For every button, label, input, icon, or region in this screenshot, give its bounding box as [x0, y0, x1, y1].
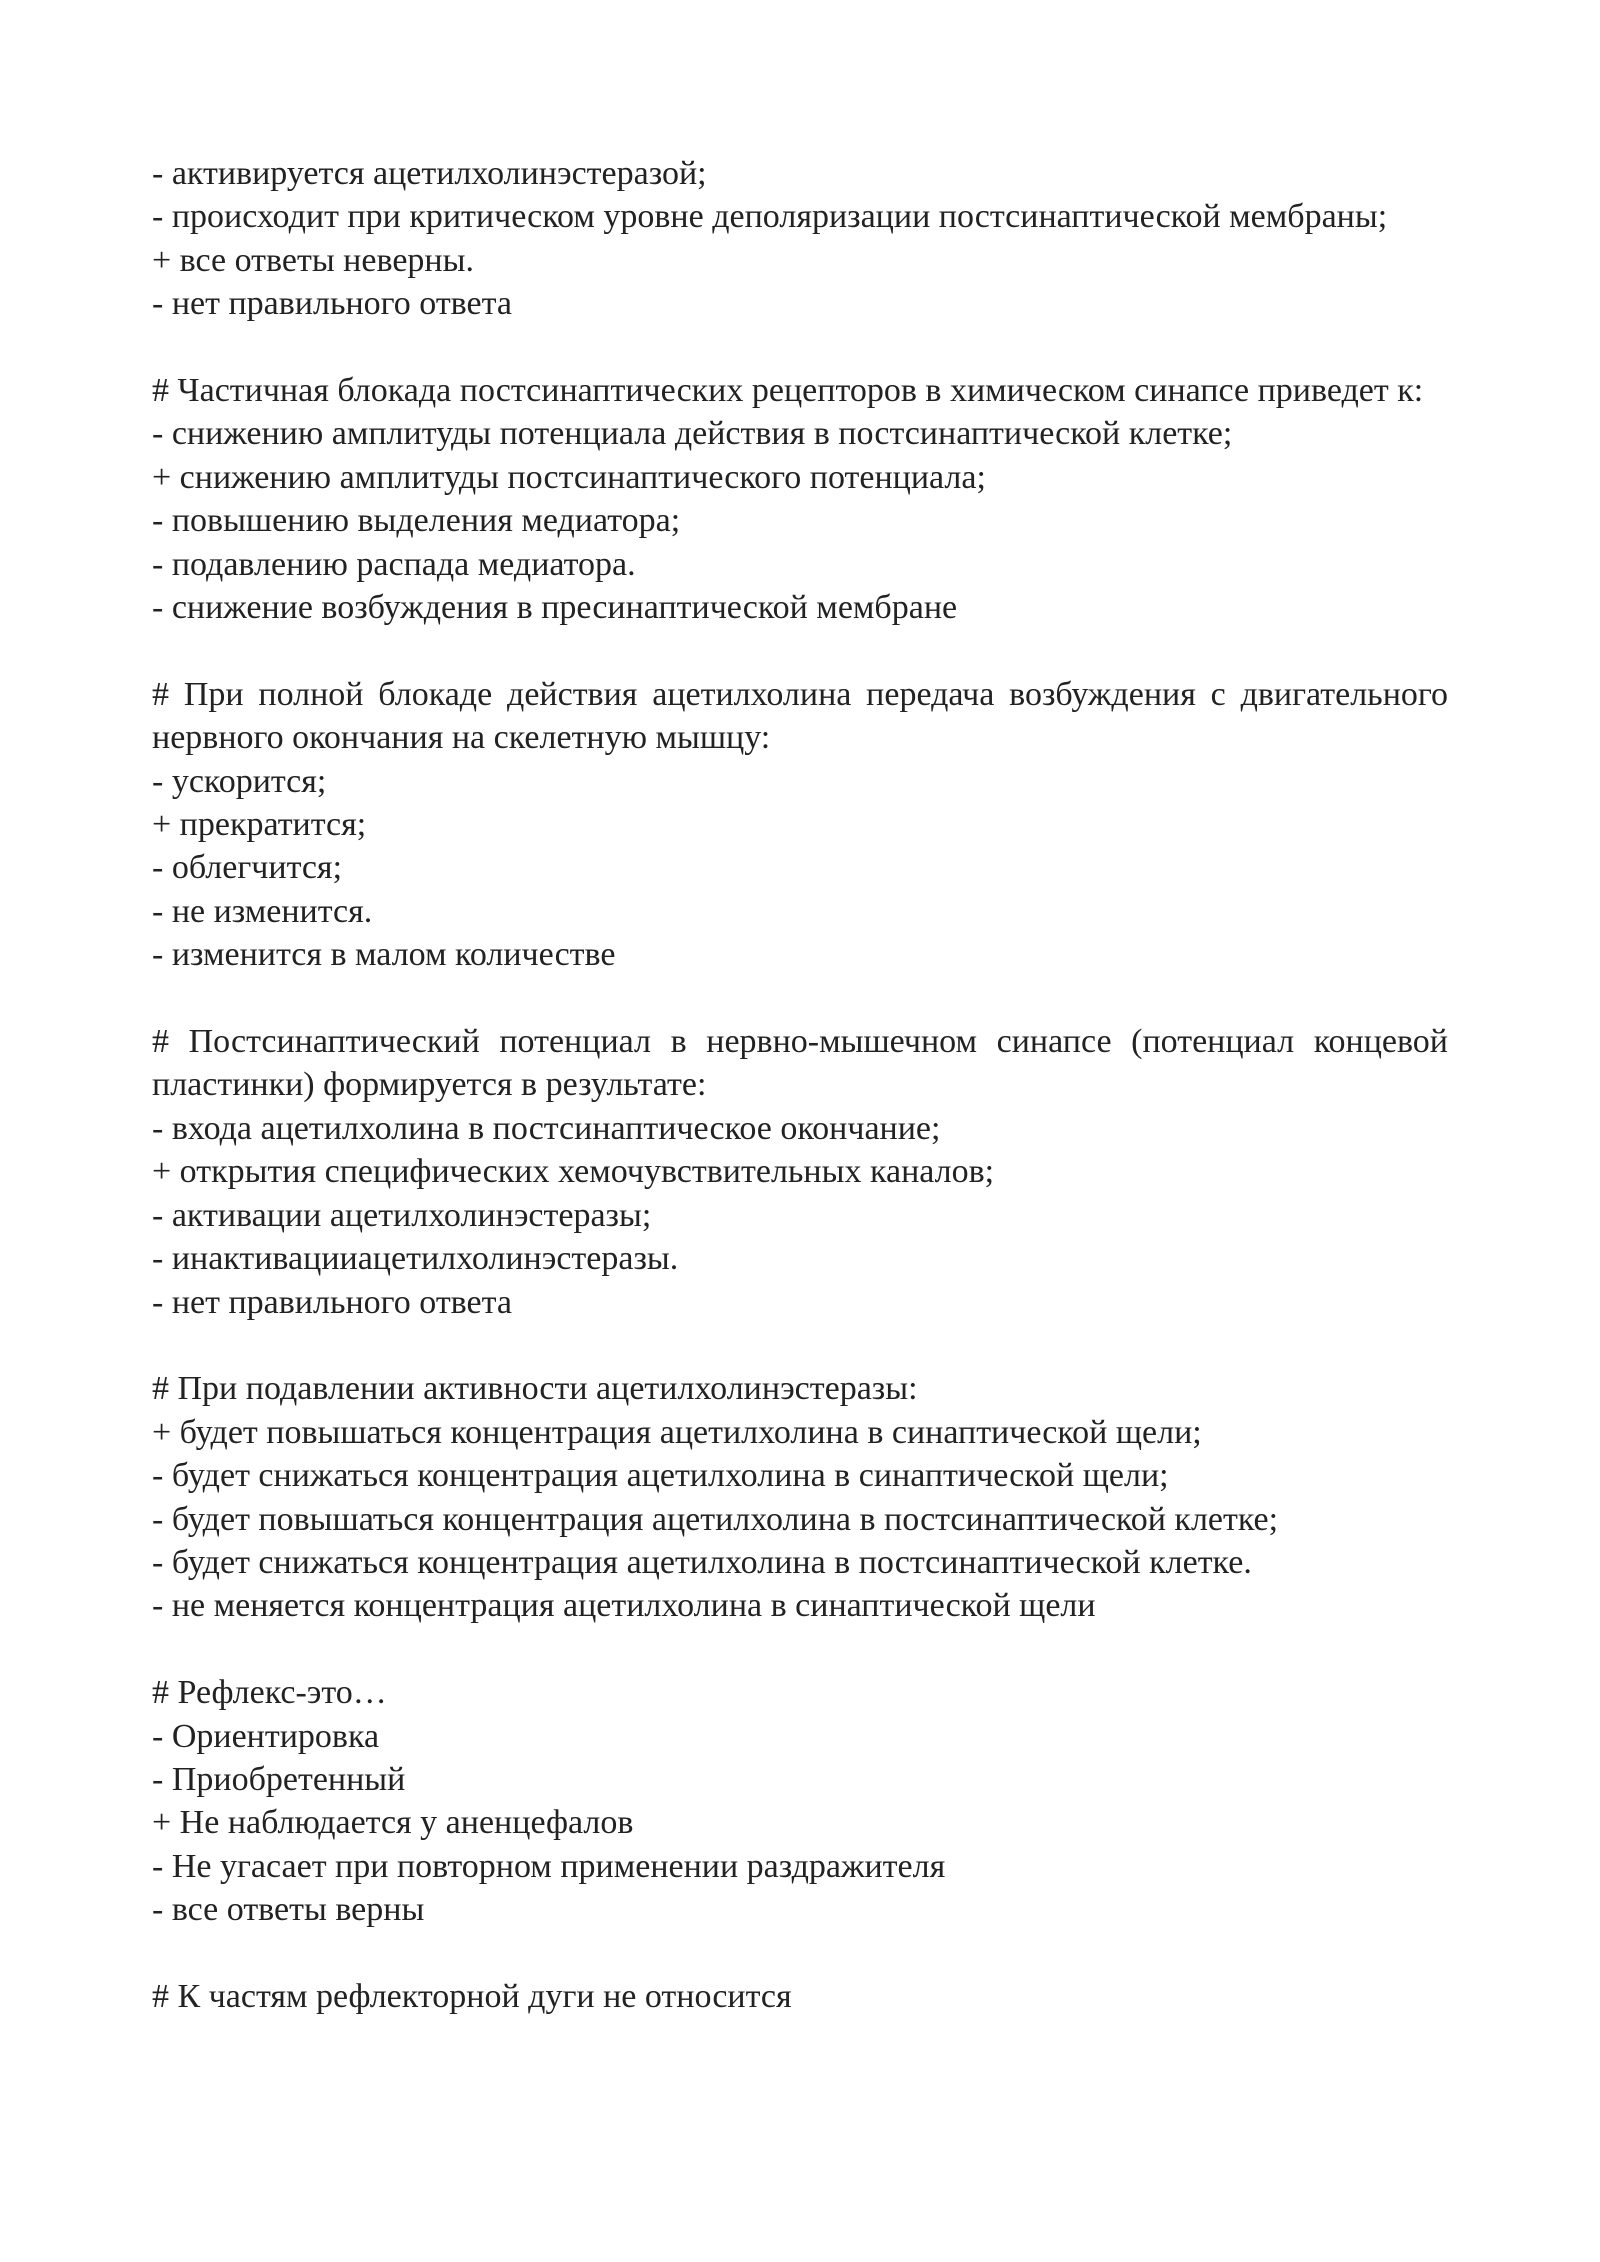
answer-option: - Ориентировка: [152, 1717, 380, 1755]
answer-option: + снижению амплитуды постсинаптического потенциала;: [152, 458, 986, 496]
answer-option: - будет снижаться концентрация ацетилхолина в постсинаптической клетке.: [152, 1543, 1252, 1581]
answer-option: - нет правильного ответа: [152, 285, 512, 323]
answer-option: - не изменится.: [152, 892, 373, 930]
answer-option: + прекратится;: [152, 806, 367, 844]
answer-option: - активируется ацетилхолинэстеразой;: [152, 155, 707, 192]
answer-option: - ускорится;: [152, 762, 327, 800]
answer-option: - снижение возбуждения в пресинаптической мембране: [152, 589, 958, 627]
question-text: # При полной блокаде действия ацетилхолина передача возбуждения с двигательного нервного окончания на скелетную мышцу:: [152, 675, 1448, 757]
question-block-3: [152, 673, 1448, 977]
answer-option: - снижению амплитуды потенциала действия в постсинаптической клетке;: [152, 415, 1233, 453]
answer-option: + все ответы неверны.: [152, 241, 474, 279]
question-block-6: [152, 1671, 1448, 1931]
answer-option: - инактивацииацетилхолинэстеразы.: [152, 1240, 679, 1278]
question-block-1: [152, 152, 1448, 326]
answer-option: - Приобретенный: [152, 1760, 406, 1798]
answer-option: - происходит при критическом уровне деполяризации постсинаптической мембраны;: [152, 198, 1388, 236]
answer-option: - облегчится;: [152, 849, 343, 887]
answer-option: - активации ацетилхолинэстеразы;: [152, 1196, 652, 1234]
answer-option: - изменится в малом количестве: [152, 936, 616, 974]
answer-option: - повышению выделения медиатора;: [152, 502, 681, 540]
answer-option: - не меняется концентрация ацетилхолина в синаптической щели: [152, 1587, 1096, 1625]
answer-option: + будет повышаться концентрация ацетилхолина в синаптической щели;: [152, 1413, 1202, 1451]
question-text: # Частичная блокада постсинаптических рецепторов в химическом синапсе приведет к:: [152, 372, 1424, 410]
question-text: # Постсинаптический потенциал в нервно-мышечном синапсе (потенциал концевой пластинки) формируется в результате:: [152, 1023, 1448, 1104]
question-text: # К частям рефлекторной дуги не относится: [152, 1977, 792, 2015]
answer-option: - входа ацетилхолина в постсинаптическое окончание;: [152, 1109, 941, 1147]
question-text: # Рефлекс-это…: [152, 1674, 387, 1712]
question-block-4: [152, 1020, 1448, 1324]
answer-option: - все ответы верны: [152, 1891, 425, 1929]
answer-option: - будет снижаться концентрация ацетилхолина в синаптической щели;: [152, 1457, 1169, 1495]
answer-option: + открытия специфических хемочувствительных каналов;: [152, 1153, 995, 1191]
question-block-7: [152, 1975, 1448, 2018]
document-page: [152, 152, 1448, 2062]
question-block-2: [152, 369, 1448, 629]
answer-option: - будет повышаться концентрация ацетилхолина в постсинаптической клетке;: [152, 1500, 1279, 1538]
answer-option: - подавлению распада медиатора.: [152, 545, 636, 583]
question-text: # При подавлении активности ацетилхолинэстеразы:: [152, 1370, 918, 1408]
question-block-5: [152, 1367, 1448, 1627]
answer-option: - Не угасает при повторном применении раздражителя: [152, 1847, 946, 1885]
answer-option: + Не наблюдается у аненцефалов: [152, 1804, 634, 1842]
answer-option: - нет правильного ответа: [152, 1283, 512, 1321]
